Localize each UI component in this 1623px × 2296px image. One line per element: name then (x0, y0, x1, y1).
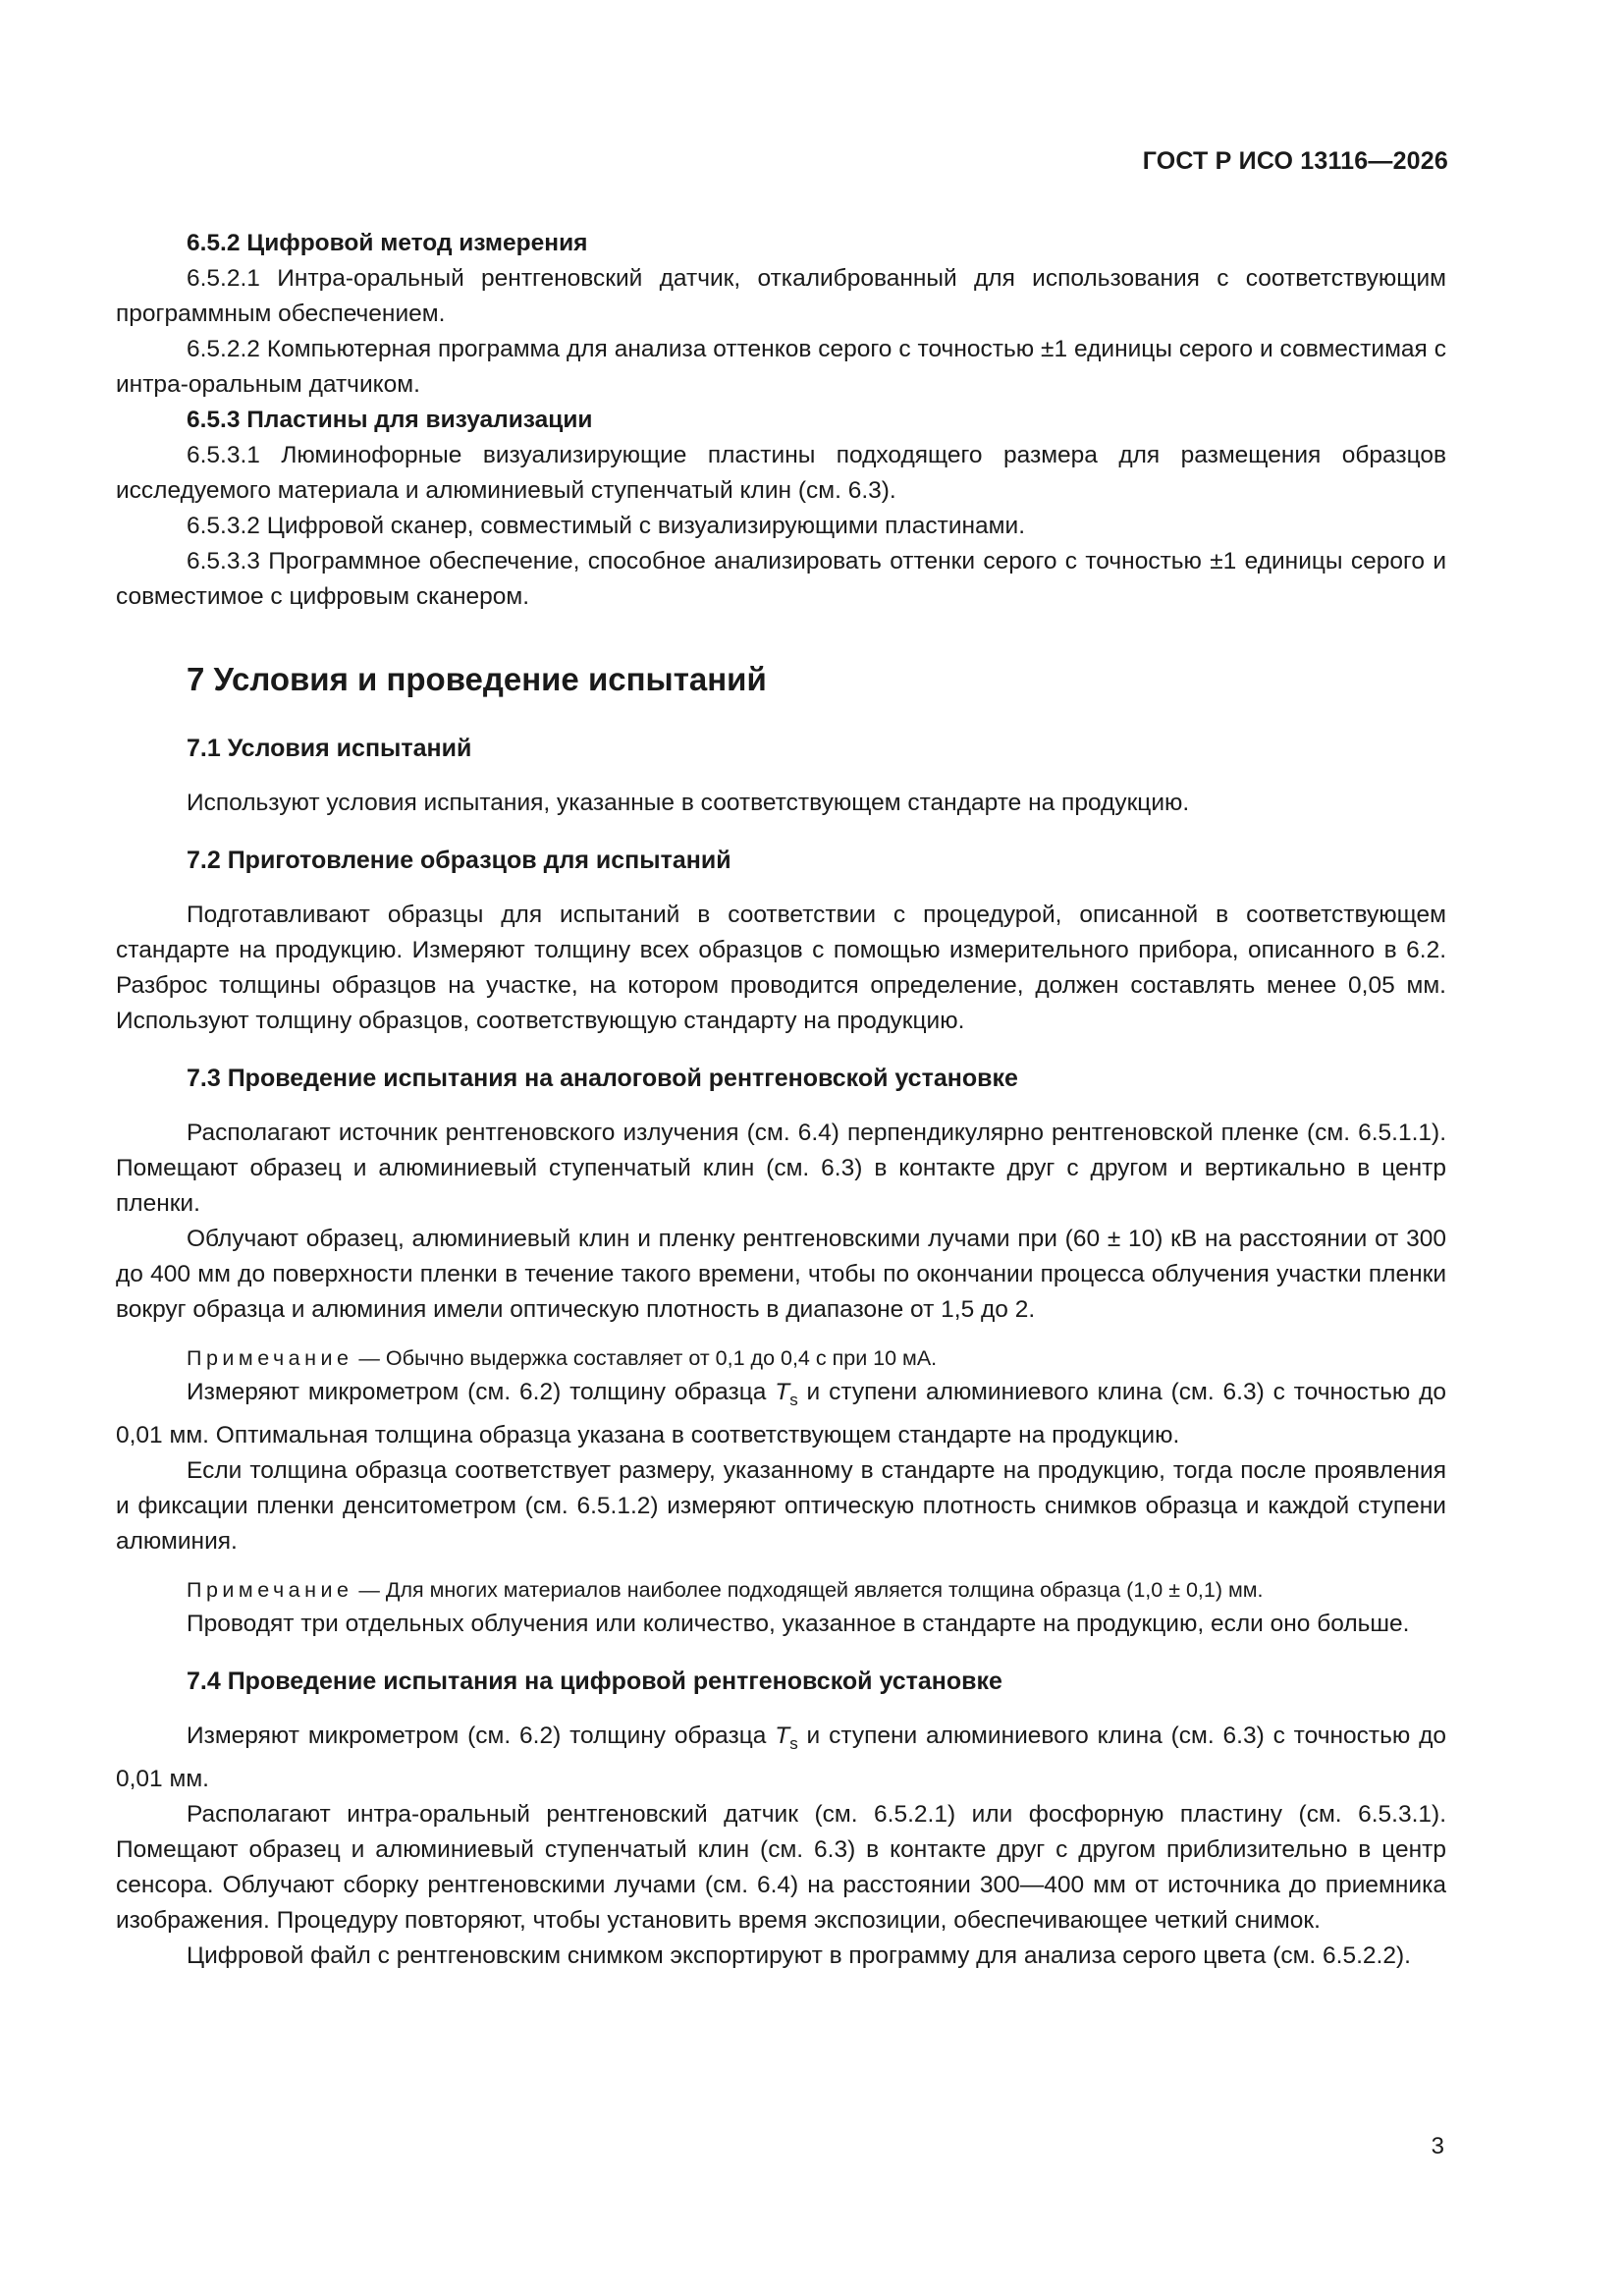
paragraph-7-3-3: Измеряют микрометром (см. 6.2) толщину образца $T_s$ и ступени алюминиевого клина (см. 6.3) с точностью до 0,01 мм. Оптимальная толщина образца указана в соответствующем стандарте на продукцию. (116, 1379, 1446, 1449)
paragraph-7-1: Используют условия испытания, указанные в соответствующем стандарте на продукцию. (187, 790, 1190, 816)
note-text: — Обычно выдержка составляет от 0,1 до 0,4 с при 10 мА. (352, 1346, 938, 1370)
paragraph-7-3-2: Облучают образец, алюминиевый клин и пленку рентгеновскими лучами при (60 ± 10) кВ на расстоянии от 300 до 400 мм до поверхности пленки в течение такого времени, чтобы по окончании процесса облучения участки пленки вокруг образца и алюминия имели оптическую плотность в диапазоне от 1,5 до 2. (116, 1226, 1446, 1323)
section-6-5-3-title: 6.5.3 Пластины для визуализации (187, 407, 593, 433)
paragraph-7-3-5: Проводят три отдельных облучения или количество, указанное в стандарте на продукцию, если оно больше. (187, 1610, 1410, 1637)
paragraph-6-5-3-1: 6.5.3.1 Люминофорные визуализирующие пластины подходящего размера для размещения образцов исследуемого материала и алюминиевый ступенчатый клин (см. 6.3). (116, 442, 1446, 504)
paragraph-7-2: Подготавливают образцы для испытаний в соответствии с процедурой, описанной в соответствующем стандарте на продукцию. Измеряют толщину всех образцов с помощью измерительного прибора, описанного в 6.2. Разброс толщины образцов на участке, на котором проводится определение, должен составлять менее 0,05 мм. Используют толщину образцов, соответствующую стандарту на продукцию. (116, 902, 1446, 1034)
paragraph-7-3-4: Если толщина образца соответствует размеру, указанному в стандарте на продукцию, тогда после проявления и фиксации пленки денситометром (см. 6.5.1.2) измеряют оптическую плотность снимков образца и каждой ступени алюминия. (116, 1456, 1446, 1555)
page-number: 3 (1431, 2133, 1444, 2159)
document-body (116, 226, 1446, 1974)
note-label: Примечание (187, 1577, 353, 1602)
note-thickness (116, 1573, 1446, 1607)
section-7-title: 7 Условия и проведение испытаний (187, 661, 767, 697)
symbol-ts: $T_s$ (775, 1722, 798, 1753)
paragraph-6-5-2-1: 6.5.2.1 Интра-оральный рентгеновский датчик, откалиброванный для использования с соответствующим программным обеспечением. (116, 265, 1446, 327)
document-code-header: ГОСТ Р ИСО 13116—2026 (1142, 147, 1448, 175)
paragraph-7-4-3: Цифровой файл с рентгеновским снимком экспортируют в программу для анализа серого цвета (см. 6.5.2.2). (187, 1941, 1411, 1969)
note-exposure (116, 1341, 1446, 1375)
note-label: Примечание (187, 1346, 353, 1370)
note-text: — Для многих материалов наиболее подходящей является толщина образца (1,0 ± 0,1) мм. (352, 1577, 1264, 1602)
section-7-2-title: 7.2 Приготовление образцов для испытаний (187, 847, 731, 874)
paragraph-6-5-3-3: 6.5.3.3 Программное обеспечение, способное анализировать оттенки серого с точностью ±1 единицы серого и совместимое с цифровым сканером. (116, 548, 1446, 610)
paragraph-7-3-1: Располагают источник рентгеновского излучения (см. 6.4) перпендикулярно рентгеновской пленке (см. 6.5.1.1). Помещают образец и алюминиевый ступенчатый клин (см. 6.3) в контакте друг с другом и вертикально в центр пленки. (116, 1120, 1446, 1217)
section-7-4-title: 7.4 Проведение испытания на цифровой рентгеновской установке (187, 1667, 1002, 1695)
section-7-1-title: 7.1 Условия испытаний (187, 735, 472, 762)
paragraph-6-5-3-2: 6.5.3.2 Цифровой сканер, совместимый с визуализирующими пластинами. (187, 513, 1026, 539)
section-7-3-title: 7.3 Проведение испытания на аналоговой рентгеновской установке (187, 1065, 1018, 1092)
paragraph-7-4-1: Измеряют микрометром (см. 6.2) толщину образца $T_s$ и ступени алюминиевого клина (см. 6.3) с точностью до 0,01 мм. (116, 1722, 1446, 1792)
paragraph-6-5-2-2: 6.5.2.2 Компьютерная программа для анализа оттенков серого с точностью ±1 единицы серого и совместимая с интра-оральным датчиком. (116, 336, 1446, 398)
symbol-ts: $T_s$ (775, 1379, 798, 1409)
section-6-5-2-title: 6.5.2 Цифровой метод измерения (187, 230, 588, 256)
paragraph-7-4-2: Располагают интра-оральный рентгеновский датчик (см. 6.5.2.1) или фосфорную пластину (см. 6.5.3.1). Помещают образец и алюминиевый ступенчатый клин (см. 6.3) в контакте друг с другом приблизительно в центр сенсора. Облучают сборку рентгеновскими лучами (см. 6.4) на расстоянии 300—400 мм от источника до приемника изображения. Процедуру повторяют, чтобы установить время экспозиции, обеспечивающее четкий снимок. (116, 1800, 1446, 1934)
